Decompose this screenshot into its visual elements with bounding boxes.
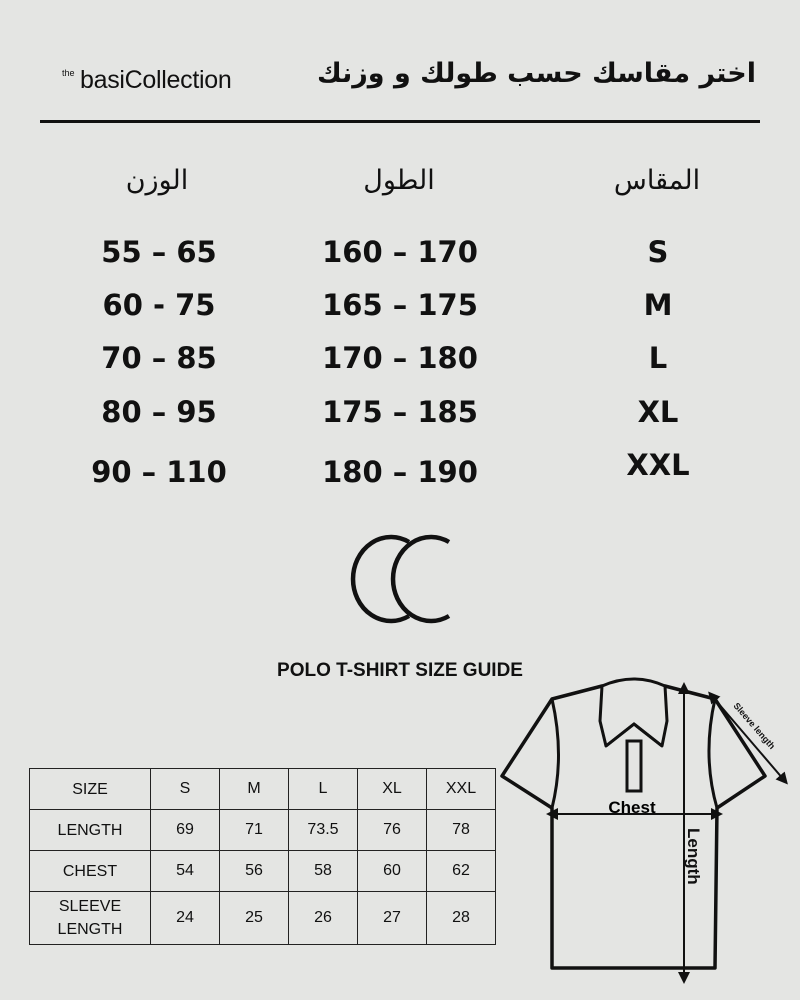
brand-name: basiCollection — [80, 66, 232, 94]
column-header-size: المقاس — [613, 165, 701, 196]
page-headline: اختر مقاسك حسب طولك و وزنك — [316, 58, 756, 89]
table-cell: 69 — [151, 810, 220, 851]
row-label: LENGTH — [30, 810, 151, 851]
table-cell: 28 — [427, 892, 496, 945]
guide-title: POLO T-SHIRT SIZE GUIDE — [277, 660, 523, 681]
table-row — [30, 892, 496, 945]
table-cell: 76 — [358, 810, 427, 851]
table-cell: 78 — [427, 810, 496, 851]
table-header-row — [30, 769, 496, 810]
placket — [627, 741, 641, 791]
row-label: SLEEVE LENGTH — [30, 892, 151, 945]
brand-prefix: the — [62, 68, 75, 78]
column-header-weight: الوزن — [125, 165, 189, 196]
table-cell: 26 — [289, 892, 358, 945]
size-label: XL — [637, 395, 679, 429]
table-row — [30, 810, 496, 851]
height-range: 170 – 180 — [322, 341, 478, 375]
table-header: S — [151, 769, 220, 810]
table-header: M — [220, 769, 289, 810]
size-label: S — [647, 235, 669, 269]
cc-monogram-icon — [345, 528, 457, 632]
table-cell: 71 — [220, 810, 289, 851]
weight-range: 70 – 85 — [101, 341, 217, 375]
table-cell: 24 — [151, 892, 220, 945]
weight-range: 80 – 95 — [101, 395, 217, 429]
table-cell: 54 — [151, 851, 220, 892]
table-cell: 73.5 — [289, 810, 358, 851]
height-range: 175 – 185 — [322, 395, 478, 429]
size-label: XXL — [626, 448, 690, 482]
table-cell: 25 — [220, 892, 289, 945]
header-divider — [40, 120, 760, 123]
table-row — [30, 851, 496, 892]
table-cell: 56 — [220, 851, 289, 892]
size-label: M — [643, 288, 673, 322]
size-label: L — [648, 341, 668, 375]
sleeve-label: Sleeve length — [731, 700, 778, 752]
table-header: L — [289, 769, 358, 810]
row-label: CHEST — [30, 851, 151, 892]
measurement-table — [29, 768, 496, 945]
weight-range: 60 - 75 — [102, 288, 216, 322]
weight-range: 55 – 65 — [101, 235, 217, 269]
table-cell: 62 — [427, 851, 496, 892]
height-range: 180 – 190 — [322, 455, 478, 489]
chest-label: Chest — [608, 798, 656, 817]
height-range: 165 – 175 — [322, 288, 478, 322]
sleeve-seam — [709, 699, 717, 808]
weight-range: 90 – 110 — [91, 455, 227, 489]
table-cell: 60 — [358, 851, 427, 892]
table-header: XXL — [427, 769, 496, 810]
polo-shirt-diagram — [490, 676, 795, 986]
collar — [600, 679, 667, 746]
length-label: Length — [684, 828, 703, 885]
table-header: XL — [358, 769, 427, 810]
sleeve-arrow — [712, 696, 784, 780]
table-cell: 27 — [358, 892, 427, 945]
table-cell: 58 — [289, 851, 358, 892]
shirt-outline — [502, 686, 765, 968]
column-header-height: الطول — [363, 165, 435, 196]
height-range: 160 – 170 — [322, 235, 478, 269]
table-header: SIZE — [30, 769, 151, 810]
sleeve-seam — [552, 699, 559, 808]
